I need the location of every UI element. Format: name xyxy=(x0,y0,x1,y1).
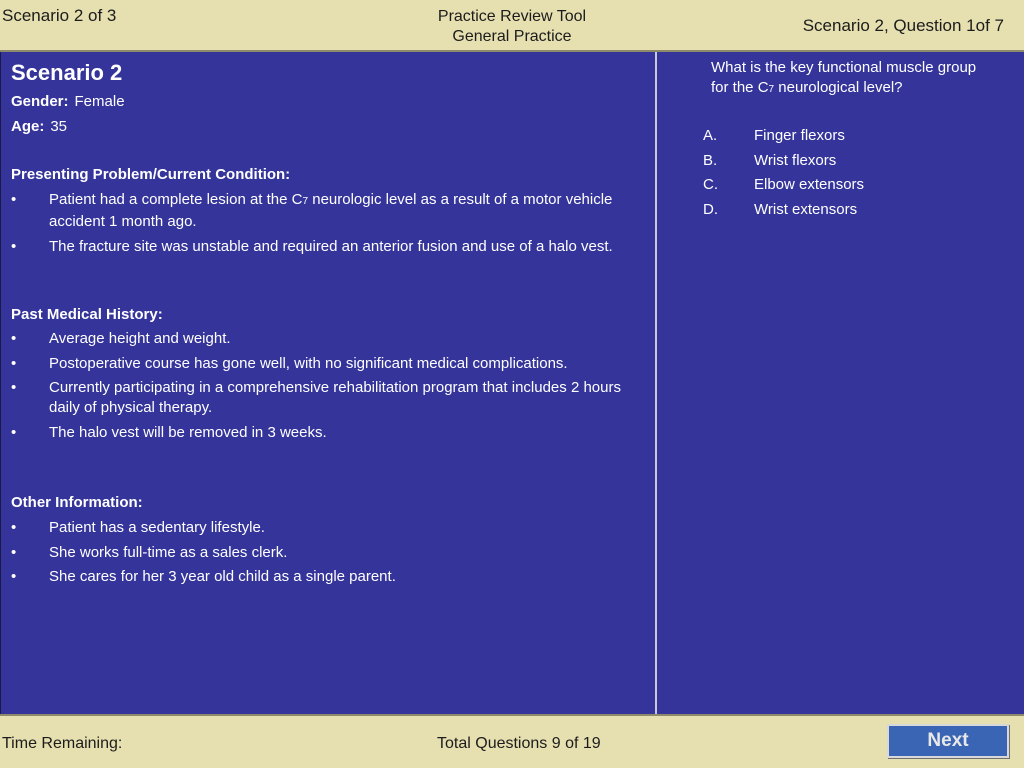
option-letter: A. xyxy=(703,127,718,144)
gender-label: Gender: xyxy=(11,93,69,110)
section-heading: Other Information: xyxy=(11,494,143,511)
age-value: 35 xyxy=(50,118,68,135)
bullet-item: • Patient has a sedentary lifestyle. xyxy=(11,518,623,538)
option-b[interactable] xyxy=(703,151,864,176)
option-text: Wrist flexors xyxy=(754,151,837,169)
option-c[interactable] xyxy=(703,175,864,200)
bullet-item: • The halo vest will be removed in 3 weeks. xyxy=(11,423,623,443)
gender-row xyxy=(11,93,125,110)
bullet-item: • She works full-time as a sales clerk. xyxy=(11,543,623,563)
option-letter: D. xyxy=(703,200,718,218)
option-text: Finger flexors xyxy=(754,127,845,144)
bullet-list xyxy=(11,518,623,592)
gender-value: Female xyxy=(74,93,125,110)
scenario-pane xyxy=(1,52,657,714)
next-button-label: Next xyxy=(927,730,969,751)
option-letter: C. xyxy=(703,176,718,193)
scenario-count: Scenario 2 of 3 xyxy=(2,6,117,25)
question-line1: What is the key functional muscle group xyxy=(711,59,977,76)
option-letter: B. xyxy=(703,151,718,169)
bullet-list xyxy=(11,190,623,261)
option-text: Elbow extensors xyxy=(754,176,865,193)
bullet-item: • She cares for her 3 year old child as a single parent. xyxy=(11,567,623,587)
bullet-item: • The fracture site was unstable and required an anterior fusion and use of a halo vest. xyxy=(11,237,623,257)
age-row xyxy=(11,118,67,135)
section-heading: Past Medical History: xyxy=(11,306,163,323)
bullet-item: • Postoperative course has gone well, with no significant medical complications. xyxy=(11,354,623,374)
section-heading: Presenting Problem/Current Condition: xyxy=(11,166,291,183)
option-d[interactable] xyxy=(703,200,864,225)
main-content xyxy=(0,52,1024,714)
option-a[interactable] xyxy=(703,126,864,151)
total-questions: Total Questions 9 of 19 xyxy=(437,735,601,752)
bullet-item: • Currently participating in a comprehensive rehabilitation program that includes 2 hours daily of physical therapy. xyxy=(11,378,623,418)
header-bar xyxy=(0,0,1024,52)
time-remaining-label: Time Remaining: xyxy=(2,735,123,752)
question-pane xyxy=(659,52,1024,714)
option-text: Wrist extensors xyxy=(754,200,858,218)
next-button[interactable] xyxy=(887,724,1009,758)
answer-options xyxy=(703,126,864,224)
tool-title-line2: General Practice xyxy=(452,28,572,45)
bullet-item: • Patient had a complete lesion at the C7 neurologic level as a result of a motor vehicle accident 1 month ago. xyxy=(11,190,623,232)
bullet-list xyxy=(11,329,623,447)
question-text: What is the key functional muscle group for the C7 neurological level? xyxy=(711,59,977,96)
footer-bar xyxy=(0,714,1024,768)
scenario-title: Scenario 2 xyxy=(11,60,123,85)
question-position: Scenario 2, Question 1of 7 xyxy=(802,16,1004,35)
bullet-item: • Average height and weight. xyxy=(11,329,623,349)
tool-title-line1: Practice Review Tool xyxy=(437,8,587,25)
age-label: Age: xyxy=(11,118,45,135)
